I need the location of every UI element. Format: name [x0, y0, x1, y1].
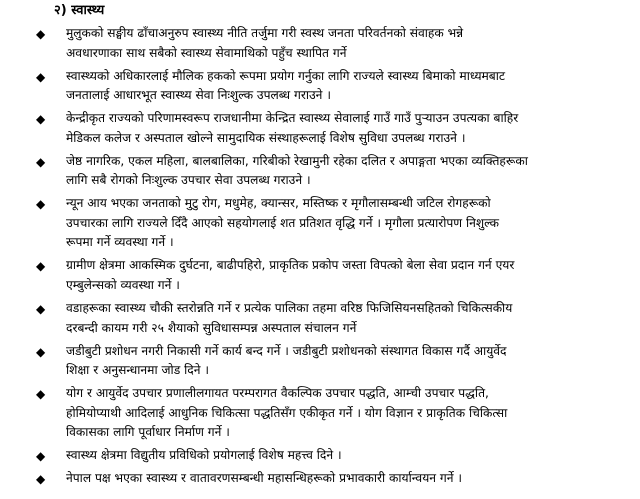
list-item-text: जनतालाई आधारभूत स्वास्थ्य सेवा निःशुल्क उपलब्ध गराउने ।	[66, 88, 331, 103]
list-item	[34, 299, 622, 338]
list-item	[34, 24, 622, 63]
list-item-text: मुलुकको सङ्घीय ढाँचाअनुरुप स्वास्थ्य नीति तर्जुमा गरी स्वस्थ जनता परिवर्तनको संवाहक भन्ने	[66, 26, 464, 40]
diamond-bullet-icon: ◆	[36, 154, 46, 169]
diamond-bullet-icon: ◆	[36, 449, 46, 464]
list-item-text: विकासका लागि पूर्वाधार निर्माण गर्ने ।	[66, 425, 230, 440]
list-item	[34, 67, 622, 106]
list-item-text: जडीबुटी प्रशोधन नगरी निकासी गर्ने कार्य बन्द गर्ने । जडीबुटी प्रशोधनको संस्थागत विकास गर्दै आयुर्वेद	[66, 343, 507, 358]
list-item	[34, 469, 622, 489]
diamond-bullet-icon: ◆	[36, 69, 46, 84]
list-item-text: जेष्ठ नागरिक, एकल महिला, बालबालिका, गरिबीको रेखामुनी रहेका दलित र अपाङ्गता भएका व्यक्तिहरूका	[66, 153, 528, 168]
list-item	[34, 384, 622, 443]
list-item-text: वडाहरूका स्वास्थ्य चौकी स्तरोन्नति गर्ने र प्रत्येक पालिका तहमा वरिष्ठ फिजिसियनसहितको चिकित्सकीय	[66, 301, 513, 316]
list-item-text: शिक्षा र अनुसन्धानमा जोड दिने ।	[66, 363, 209, 378]
diamond-bullet-icon: ◆	[36, 112, 46, 127]
list-item-text: स्वास्थ्य क्षेत्रमा विद्युतीय प्रविधिको प्रयोगलाई विशेष महत्त्व दिने ।	[66, 448, 342, 463]
bullet-list	[34, 24, 622, 489]
list-item-text: योग र आयुर्वेद उपचार प्रणालीलगायत परम्परागत वैकल्पिक उपचार पद्धति, आम्ची उपचार पद्धति,	[66, 386, 489, 401]
list-item	[34, 152, 622, 191]
diamond-bullet-icon: ◆	[36, 472, 46, 487]
list-item-text: मेडिकल कलेज र अस्पताल खोल्ने सामुदायिक संस्थाहरूलाई विशेष सुविधा उपलब्ध गराउने ।	[66, 130, 466, 145]
diamond-bullet-icon: ◆	[36, 27, 46, 41]
diamond-bullet-icon: ◆	[36, 344, 46, 359]
list-item-text: लागि सबै रोगको निःशुल्क उपचार सेवा उपलब्ध गराउने ।	[66, 173, 311, 188]
list-item-text: एम्बुलेन्सको व्यवस्था गर्ने ।	[66, 277, 180, 292]
list-item-text: ग्रामीण क्षेत्रमा आकस्मिक दुर्घटना, बाढीपहिरो, प्राकृतिक प्रकोप जस्ता विपत्को बेला सेवा प्रदान गर्न एयर	[66, 258, 515, 273]
list-item-text: नेपाल पक्ष भएका स्वास्थ्य र वातावरणसम्बन्धी महासन्धिहरूको प्रभावकारी कार्यान्वयन गर्ने ।	[66, 471, 463, 486]
list-item	[34, 256, 622, 295]
list-item-text: न्यून आय भएका जनताको मुटु रोग, मधुमेह, क्यान्सर, मस्तिष्क र मृगौलासम्बन्धी जटिल रोगहरूको	[66, 196, 491, 211]
diamond-bullet-icon: ◆	[36, 259, 46, 274]
list-item	[34, 446, 622, 466]
diamond-bullet-icon: ◆	[36, 387, 46, 402]
list-item	[34, 342, 622, 381]
list-item-text: स्वास्थ्यको अधिकारलाई मौलिक हकको रूपमा प्रयोग गर्नुका लागि राज्यले स्वास्थ्य बिमाको माध्यमबाट	[66, 68, 506, 83]
section-heading: २) स्वास्थ्य	[54, 3, 105, 18]
list-item	[34, 194, 622, 253]
list-item-text: केन्द्रीकृत राज्यको परिणामस्वरूप राजधानीमा केन्द्रित स्वास्थ्य सेवालाई गाउँ गाउँ पुऱ्याउन उपत्यका बाहिर	[66, 111, 519, 126]
list-item-text: अवधारणाका साथ सबैको स्वास्थ्य सेवामाथिको पहुँच स्थापित गर्ने	[66, 45, 347, 60]
list-item-text: दरबन्दी कायम गरी २५ शैयाको सुविधासम्पन्न अस्पताल संचालन गर्ने	[66, 320, 357, 335]
diamond-bullet-icon: ◆	[36, 197, 46, 212]
list-item-text: रूपमा गर्ने व्यवस्था गर्ने ।	[66, 235, 174, 250]
list-item-text: होमियोप्याथी आदिलाई आधुनिक चिकित्सा पद्धतिसँग एकीकृत गर्ने । योग विज्ञान र प्राकृतिक चिकित्सा	[66, 405, 508, 420]
list-item	[34, 109, 622, 148]
diamond-bullet-icon: ◆	[36, 302, 46, 317]
list-item-text: उपचारका लागि राज्यले दिँदै आएको सहयोगलाई शत प्रतिशत वृद्धि गर्ने । मृगौला प्रत्यारोपण निशुल्क	[66, 215, 500, 230]
